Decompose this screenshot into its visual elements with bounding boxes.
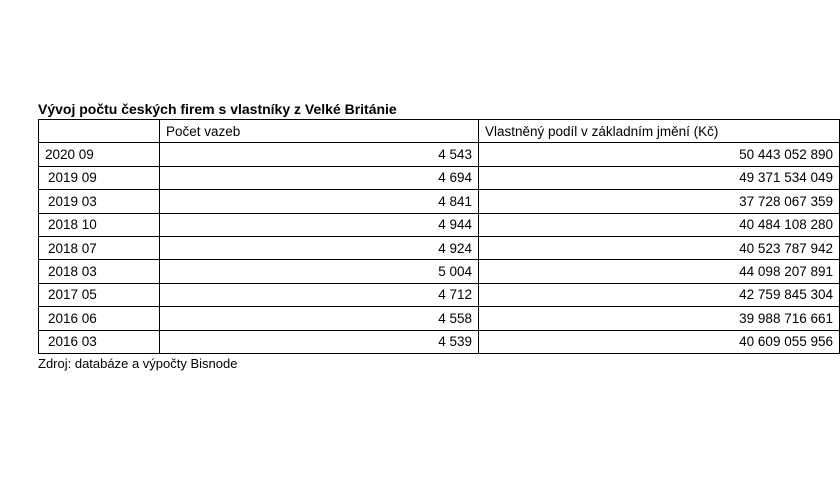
cell-period: 2019 09 [39, 166, 160, 189]
cell-period: 2016 03 [39, 330, 160, 353]
cell-share: 39 988 716 661 [479, 307, 840, 330]
ownership-table [38, 119, 840, 354]
cell-share: 40 609 055 956 [479, 330, 840, 353]
cell-count: 4 944 [160, 213, 479, 236]
table-row [39, 307, 840, 330]
table-row [39, 166, 840, 189]
table-row [39, 260, 840, 283]
cell-share: 44 098 207 891 [479, 260, 840, 283]
table-row [39, 330, 840, 353]
cell-count: 4 924 [160, 236, 479, 259]
cell-count: 4 712 [160, 283, 479, 306]
cell-share: 42 759 845 304 [479, 283, 840, 306]
header-share: Vlastněný podíl v základním jmění (Kč) [479, 120, 840, 143]
table-row [39, 190, 840, 213]
header-period [39, 120, 160, 143]
cell-share: 40 523 787 942 [479, 236, 840, 259]
cell-share: 40 484 108 280 [479, 213, 840, 236]
cell-count: 4 558 [160, 307, 479, 330]
cell-count: 4 694 [160, 166, 479, 189]
cell-period: 2018 10 [39, 213, 160, 236]
cell-period: 2019 03 [39, 190, 160, 213]
cell-period: 2018 07 [39, 236, 160, 259]
header-count: Počet vazeb [160, 120, 479, 143]
cell-count: 4 543 [160, 143, 479, 166]
cell-share: 37 728 067 359 [479, 190, 840, 213]
cell-share: 50 443 052 890 [479, 143, 840, 166]
cell-share: 49 371 534 049 [479, 166, 840, 189]
cell-period: 2016 06 [39, 307, 160, 330]
document [38, 99, 833, 373]
cell-count: 5 004 [160, 260, 479, 283]
cell-period: 2017 05 [39, 283, 160, 306]
table-row [39, 236, 840, 259]
cell-count: 4 539 [160, 330, 479, 353]
cell-period: 2020 09 [39, 143, 160, 166]
table-title: Vývoj počtu českých firem s vlastníky z Velké Británie [38, 101, 397, 117]
table-row [39, 143, 840, 166]
header-row [39, 120, 840, 143]
cell-period: 2018 03 [39, 260, 160, 283]
table-row [39, 283, 840, 306]
table-row [39, 213, 840, 236]
source-note: Zdroj: databáze a výpočty Bisnode [38, 355, 238, 371]
cell-count: 4 841 [160, 190, 479, 213]
